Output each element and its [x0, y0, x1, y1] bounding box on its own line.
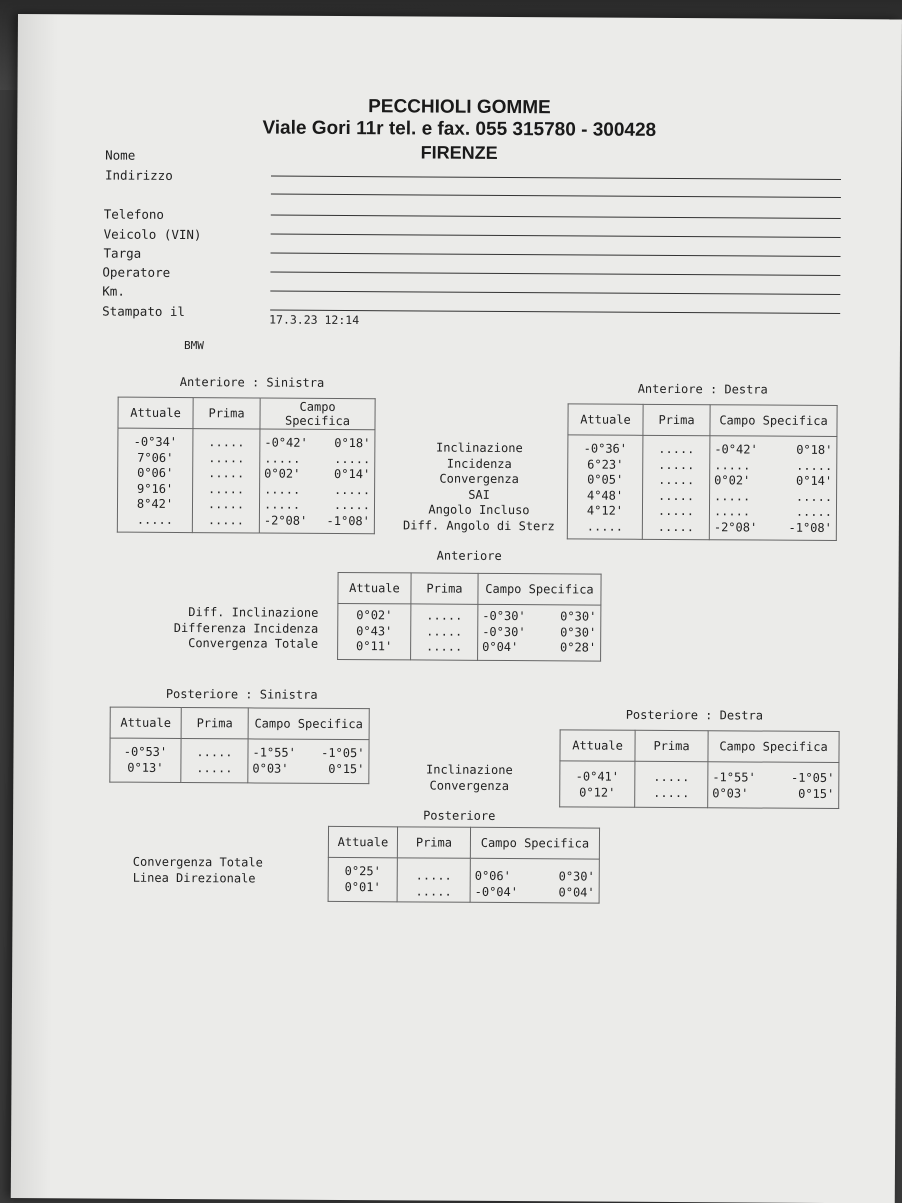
- label-inclinazione: Inclinazione: [425, 762, 513, 778]
- label-differenza-incidenza: Differenza Incidenza: [173, 620, 319, 636]
- front-axle-attuale: [338, 603, 411, 659]
- value: .....: [196, 745, 233, 760]
- field-line-indirizzo: [271, 194, 841, 198]
- value: -0°41': [575, 769, 620, 784]
- front-left-title: Anteriore : Sinistra: [179, 374, 325, 390]
- field-line-nome: [271, 176, 841, 180]
- value: .....: [658, 457, 695, 472]
- value: .....: [653, 785, 690, 800]
- front-axle-title: Anteriore: [436, 548, 502, 563]
- front-axle-prima: [411, 604, 478, 660]
- front-axle-table: [337, 572, 602, 661]
- max-value: .....: [334, 451, 371, 466]
- front-right-campo: [709, 436, 837, 541]
- field-line-km: [270, 291, 840, 295]
- front-right-table: [567, 403, 838, 541]
- value: -0°34': [133, 434, 178, 449]
- max-value: 0°30': [558, 869, 595, 884]
- min-value: 0°02': [714, 473, 751, 488]
- value: .....: [415, 883, 452, 899]
- col-attuale: Attuale: [118, 397, 193, 428]
- front-left-attuale: [117, 428, 193, 532]
- min-value: 0°04': [482, 639, 519, 655]
- field-line-telefono: [271, 215, 841, 219]
- label-linea-direzionale: Linea Direzionale: [132, 870, 256, 885]
- value: 4°12': [586, 503, 624, 518]
- value: -0°36': [583, 441, 628, 456]
- max-value: -1°05': [790, 770, 835, 786]
- rear-right-prima: [635, 761, 708, 807]
- value: 7°06': [137, 450, 174, 465]
- field-nome: Nome: [105, 147, 136, 163]
- max-value: -1°08': [326, 513, 370, 528]
- field-stampato: Stampato il: [102, 303, 186, 320]
- max-value: 0°14': [334, 466, 371, 482]
- value: 0°43': [356, 623, 393, 638]
- label-diff-angolo-sterz: Diff. Angolo di Sterz: [402, 517, 555, 533]
- value: 0°13': [127, 760, 164, 775]
- col-attuale: Attuale: [338, 572, 411, 603]
- rear-left-title: Posteriore : Sinistra: [165, 686, 318, 702]
- max-value: -1°05': [321, 745, 365, 761]
- value: 0°06': [137, 465, 174, 480]
- value: .....: [657, 488, 695, 503]
- min-value: .....: [264, 451, 301, 466]
- value: 6°23': [587, 456, 624, 472]
- rear-axle-labels: [133, 855, 299, 887]
- rear-axle-prima: [397, 858, 470, 902]
- front-left-table: [117, 397, 376, 535]
- col-campo: Campo Specifica: [470, 827, 599, 859]
- value: .....: [136, 512, 174, 527]
- rear-axle-attuale: [328, 857, 397, 901]
- label-convergenza: Convergenza: [429, 778, 510, 793]
- value: .....: [586, 518, 623, 534]
- value: .....: [207, 512, 245, 527]
- value: -0°53': [123, 744, 168, 759]
- min-value: -0°30': [482, 608, 526, 624]
- label-diff-inclinazione: Diff. Inclinazione: [188, 605, 319, 620]
- max-value: 0°18': [796, 442, 833, 457]
- company-city: FIRENZE: [420, 142, 498, 163]
- rear-axle-title: Posteriore: [423, 808, 496, 823]
- max-value: .....: [333, 482, 371, 497]
- min-value: .....: [713, 504, 751, 519]
- rear-right-title: Posteriore : Destra: [625, 707, 764, 723]
- col-prima: Prima: [193, 398, 260, 429]
- value: 0°11': [356, 639, 393, 654]
- col-prima: Prima: [181, 708, 248, 739]
- col-attuale: Attuale: [328, 826, 397, 857]
- field-line-operatore: [270, 272, 840, 276]
- col-attuale: Attuale: [568, 404, 643, 435]
- value: 0°12': [579, 784, 616, 800]
- min-value: -0°30': [482, 624, 526, 639]
- front-axle-campo: [478, 604, 601, 660]
- max-value: 0°18': [334, 435, 371, 451]
- value: .....: [658, 472, 695, 488]
- value: .....: [196, 760, 233, 775]
- col-campo: Campo Specifica: [248, 708, 369, 740]
- min-value: 0°03': [712, 785, 749, 800]
- value: .....: [657, 519, 694, 534]
- print-date: 17.3.23 12:14: [269, 312, 360, 328]
- value: .....: [415, 868, 452, 883]
- max-value: 0°14': [795, 473, 833, 488]
- front-axle-labels: [144, 605, 318, 653]
- front-right-prima: [642, 435, 710, 539]
- vehicle-model: BMW: [183, 339, 204, 353]
- value: .....: [208, 466, 245, 481]
- rear-left-campo: [248, 739, 369, 784]
- col-prima: Prima: [411, 573, 478, 604]
- min-value: -2°08': [263, 513, 308, 528]
- max-value: .....: [333, 497, 371, 513]
- min-value: .....: [714, 488, 751, 503]
- value: .....: [426, 608, 463, 623]
- field-indirizzo: Indirizzo: [104, 167, 173, 183]
- value: 8°42': [136, 496, 174, 511]
- max-value: 0°15': [328, 761, 365, 776]
- rear-labels: [399, 762, 539, 794]
- rear-left-attuale: [110, 738, 181, 782]
- value: 0°25': [344, 864, 381, 879]
- value: .....: [653, 769, 690, 785]
- max-value: 0°28': [559, 640, 597, 655]
- min-value: -1°55': [252, 745, 296, 760]
- col-campo: Campo Specifica: [708, 731, 839, 763]
- col-prima: Prima: [643, 404, 710, 435]
- max-value: 0°15': [798, 786, 835, 801]
- min-value: .....: [264, 482, 301, 497]
- label-incidenza: Incidenza: [446, 456, 512, 471]
- col-attuale: Attuale: [560, 730, 635, 761]
- field-veicolo: Veicolo (VIN): [103, 226, 202, 243]
- label-inclinazione: Inclinazione: [435, 440, 523, 456]
- min-value: .....: [714, 457, 751, 472]
- max-value: 0°30': [560, 609, 597, 624]
- min-value: 0°06': [474, 868, 511, 884]
- col-campo: Campo Specifica: [478, 573, 601, 605]
- value: 0°02': [356, 608, 393, 623]
- field-km: Km.: [102, 283, 125, 299]
- value: 4°48': [586, 487, 624, 503]
- front-right-attuale: [567, 435, 643, 539]
- front-left-prima: [192, 429, 260, 533]
- field-operatore: Operatore: [102, 264, 171, 280]
- value: .....: [657, 503, 695, 519]
- field-line-targa: [271, 253, 841, 257]
- min-value: 0°03': [252, 760, 289, 776]
- max-value: .....: [796, 458, 833, 473]
- label-convergenza-totale: Convergenza Totale: [132, 854, 263, 870]
- field-telefono: Telefono: [103, 206, 165, 222]
- label-convergenza: Convergenza: [439, 471, 519, 487]
- max-value: 0°04': [558, 884, 595, 900]
- rear-right-table: [559, 729, 839, 809]
- company-name: PECCHIOLI GOMME: [368, 96, 551, 119]
- min-value: -1°55': [712, 770, 756, 785]
- max-value: .....: [795, 489, 833, 504]
- field-targa: Targa: [103, 245, 142, 261]
- value: .....: [658, 441, 695, 457]
- min-value: -0°04': [474, 884, 519, 899]
- min-value: .....: [263, 497, 301, 512]
- label-convergenza-totale: Convergenza Totale: [188, 636, 319, 651]
- rear-right-campo: [708, 762, 839, 809]
- rear-axle-table: [328, 826, 600, 904]
- value: .....: [426, 639, 463, 654]
- min-value: -0°42': [264, 435, 308, 450]
- paper-shadow: [11, 14, 58, 1198]
- max-value: .....: [795, 504, 833, 519]
- field-line-veicolo: [271, 234, 841, 238]
- value: .....: [207, 497, 245, 512]
- max-value: 0°30': [560, 624, 597, 640]
- rear-axle-campo: [470, 858, 599, 903]
- rear-left-prima: [181, 739, 248, 783]
- min-value: 0°02': [264, 466, 301, 481]
- alignment-report-sheet: [11, 14, 902, 1203]
- min-value: -2°08': [713, 519, 758, 535]
- label-angolo-incluso: Angolo Incluso: [428, 502, 530, 518]
- front-left-campo: [259, 429, 375, 534]
- label-sai: SAI: [468, 487, 490, 502]
- col-prima: Prima: [635, 730, 708, 761]
- rear-right-attuale: [560, 761, 635, 807]
- value: .....: [208, 435, 245, 450]
- max-value: -1°08': [788, 520, 832, 535]
- value: 0°01': [344, 879, 381, 894]
- value: .....: [208, 450, 245, 465]
- col-campo: Campo Specifica: [710, 405, 837, 437]
- min-value: -0°42': [714, 442, 758, 457]
- col-prima: Prima: [397, 827, 470, 858]
- front-right-title: Anteriore : Destra: [637, 381, 768, 397]
- company-address: Viale Gori 11r tel. e fax. 055 315780 - 300428: [262, 117, 657, 141]
- front-labels: [391, 440, 568, 534]
- col-campo: Campo Specifica: [260, 398, 375, 430]
- value: 9°16': [137, 481, 174, 496]
- col-attuale: Attuale: [110, 707, 181, 738]
- value: .....: [207, 481, 245, 496]
- value: .....: [426, 624, 463, 639]
- rear-left-table: [109, 707, 369, 785]
- value: 0°05': [587, 472, 624, 487]
